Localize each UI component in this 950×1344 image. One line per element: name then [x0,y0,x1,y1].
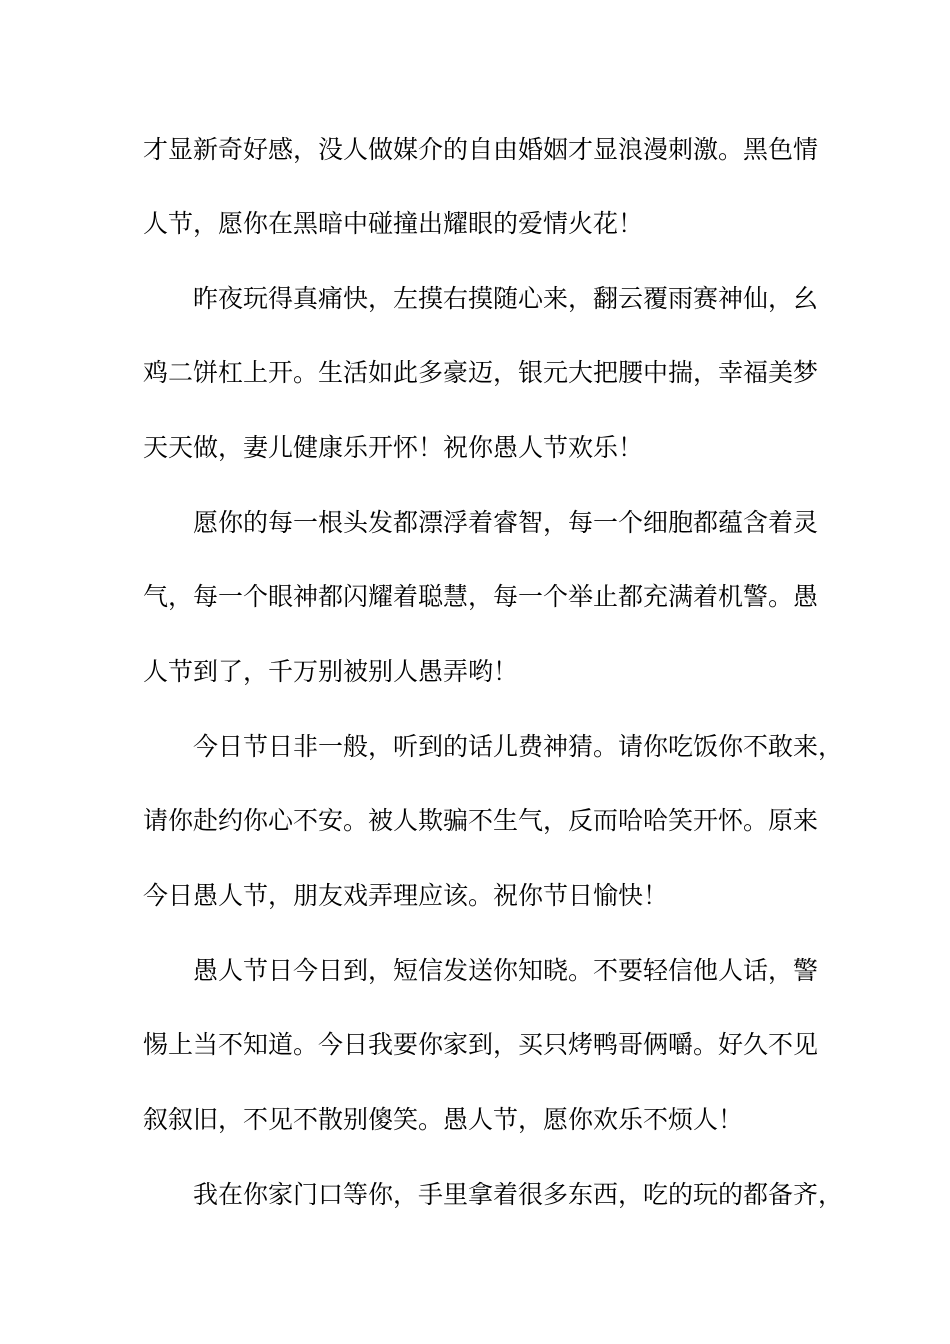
text-line: 人节，愿你在黑暗中碰撞出耀眼的爱情火花！ [143,209,644,238]
text-line: 鸡二饼杠上开。生活如此多豪迈，银元大把腰中揣，幸福美梦 [143,358,819,387]
text-line: 人节到了，千万别被别人愚弄哟！ [143,657,519,686]
text-line: 今日愚人节，朋友戏弄理应该。祝你节日愉快！ [143,881,669,910]
text-line: 气，每一个眼神都闪耀着聪慧，每一个举止都充满着机警。愚 [143,582,819,611]
text-line: 我在你家门口等你，手里拿着很多东西，吃的玩的都备齐， [193,1180,844,1209]
text-line: 愿你的每一根头发都漂浮着睿智，每一个细胞都蕴含着灵 [193,508,819,537]
text-line: 天天做，妻儿健康乐开怀！祝你愚人节欢乐！ [143,433,644,462]
text-line: 才显新奇好感，没人做媒介的自由婚姻才显浪漫刺激。黑色情 [143,135,819,164]
text-line: 叙叙旧，不见不散别傻笑。愚人节，愿你欢乐不烦人！ [143,1105,744,1134]
text-line: 惕上当不知道。今日我要你家到，买只烤鸭哥俩嚼。好久不见 [143,1030,819,1059]
text-line: 请你赴约你心不安。被人欺骗不生气，反而哈哈笑开怀。原来 [143,806,819,835]
text-line: 愚人节日今日到，短信发送你知晓。不要轻信他人话，警 [193,956,819,985]
text-line: 昨夜玩得真痛快，左摸右摸随心来，翻云覆雨赛神仙，幺 [193,284,819,313]
text-line: 今日节日非一般，听到的话儿费神猜。请你吃饭你不敢来， [193,732,844,761]
